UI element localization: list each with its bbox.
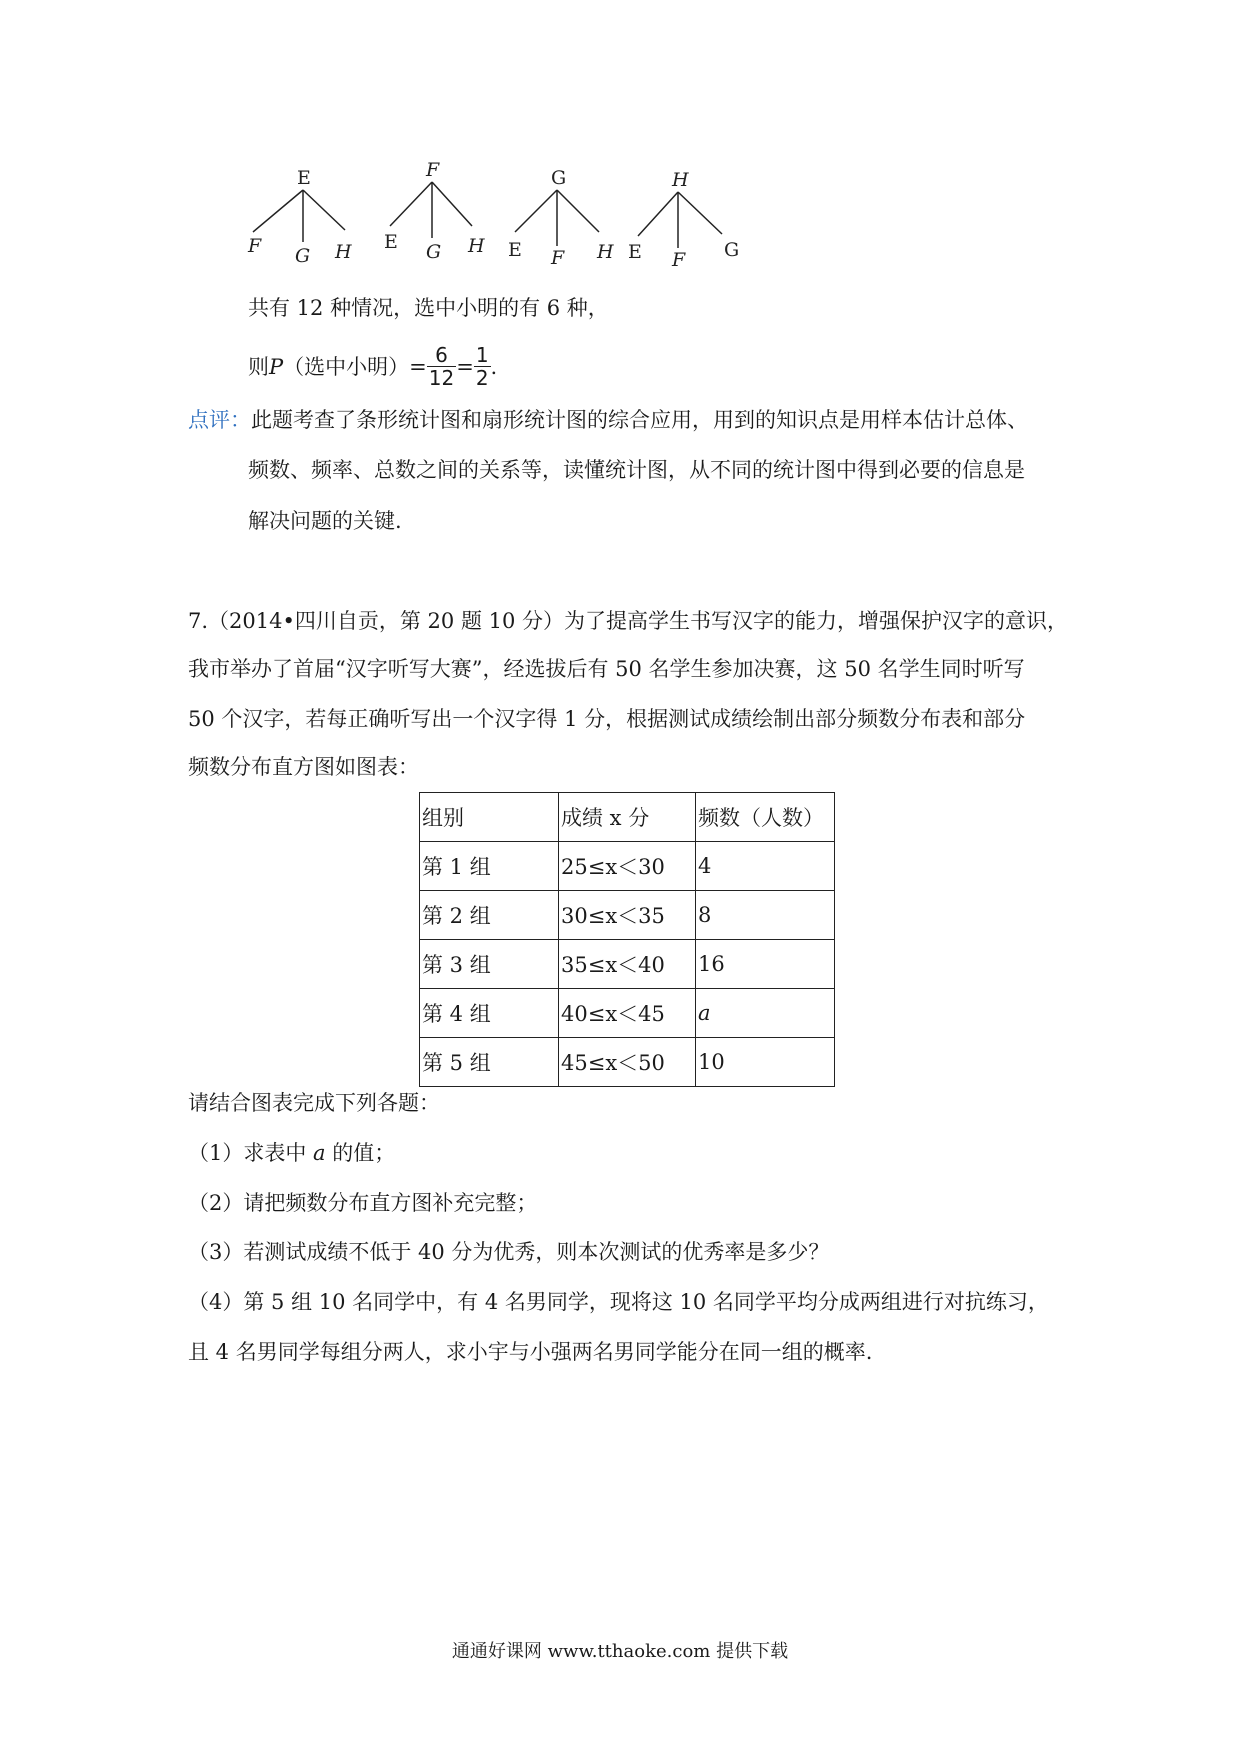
page-footer: 通通好课网 www.tthaoke.com 提供下载 [451, 1641, 789, 1662]
fraction-1-denominator: 12 [428, 366, 455, 390]
table-cell-group: 第 4 组 [420, 989, 559, 1038]
table-row [420, 842, 835, 891]
table-header-row [420, 793, 835, 842]
tree-1-svg [245, 160, 365, 270]
question-1-variable: a [313, 1141, 326, 1165]
solution-line-2 [248, 344, 497, 389]
frequency-table [419, 792, 835, 1087]
table-cell-range: 30≤x＜35 [559, 891, 696, 940]
tree-3-child-2: F [551, 247, 565, 269]
solution-line-1: 共有 12 种情况，选中小明的有 6 种， [248, 296, 609, 320]
fraction-6-12 [427, 344, 456, 389]
table-cell-frequency: 8 [696, 891, 835, 940]
table-row [420, 940, 835, 989]
review-text-1: 此题考查了条形统计图和扇形统计图的综合应用，用到的知识点是用样本估计总体、 [251, 408, 1028, 432]
table-cell-range: 25≤x＜30 [559, 842, 696, 891]
table-cell-range: 40≤x＜45 [559, 989, 696, 1038]
tree-2-root: F [426, 159, 440, 181]
problem-line-2: 我市举办了首届“汉字听写大赛”，经选拔后有 50 名学生参加决赛，这 50 名学生同时听写 [188, 657, 1025, 681]
tree-4-child-2: F [672, 249, 686, 271]
tree-diagram-2 [380, 160, 500, 274]
table-cell-group: 第 1 组 [420, 842, 559, 891]
tree-1-root: E [297, 167, 311, 189]
tree-3-root: G [551, 167, 567, 189]
table-cell-group: 第 3 组 [420, 940, 559, 989]
tree-diagram-1 [245, 160, 365, 274]
solution-end: . [490, 354, 498, 379]
solution-mid: （选中小明）= [283, 354, 427, 379]
tree-1-child-1: F [248, 235, 262, 257]
question-1 [188, 1138, 395, 1168]
fraction-2-denominator: 2 [475, 366, 489, 390]
tree-diagram-4 [626, 160, 756, 274]
table-cell-frequency: 16 [696, 940, 835, 989]
question-4-line-1: （4）第 5 组 10 名同学中，有 4 名男同学，现将这 10 名同学平均分成两组进行对抗练习， [188, 1290, 1049, 1314]
tree-3-child-3: H [597, 241, 614, 263]
review-line-1 [188, 405, 1028, 435]
table-row [420, 989, 835, 1038]
header-group: 组别 [420, 793, 559, 842]
tree-4-root: H [672, 169, 689, 191]
tree-4-svg [626, 160, 756, 270]
tree-diagram-3 [503, 160, 623, 274]
review-line-2: 频数、频率、总数之间的关系等，读懂统计图，从不同的统计图中得到必要的信息是 [248, 458, 1025, 482]
solution-equals: = [456, 354, 474, 379]
table-cell-range: 45≤x＜50 [559, 1038, 696, 1087]
fraction-1-numerator: 6 [427, 344, 456, 367]
tree-4-child-1: E [628, 241, 642, 263]
problem-line-4: 频数分布直方图如图表： [188, 755, 419, 779]
question-4-line-2: 且 4 名男同学每组分两人，求小宇与小强两名男同学能分在同一组的概率. [188, 1340, 873, 1364]
tree-4-child-3: G [724, 239, 740, 261]
header-score: 成绩 x 分 [559, 793, 696, 842]
tree-2-svg [380, 160, 500, 270]
table-cell-range: 35≤x＜40 [559, 940, 696, 989]
table-cell-group: 第 5 组 [420, 1038, 559, 1087]
header-frequency: 频数（人数） [696, 793, 835, 842]
table-row [420, 891, 835, 940]
tree-2-child-1: E [384, 231, 398, 253]
tree-3-child-1: E [508, 239, 522, 261]
question-1-suffix: 的值； [325, 1141, 396, 1165]
table-row [420, 1038, 835, 1087]
fraction-2-numerator: 1 [475, 343, 489, 367]
fraction-1-2 [474, 344, 491, 389]
probability-symbol: P [269, 354, 284, 379]
review-label: 点评： [188, 408, 251, 432]
tree-3-svg [503, 160, 623, 270]
tree-1-child-3: H [335, 241, 352, 263]
review-line-3: 解决问题的关键. [248, 509, 402, 533]
table-cell-frequency: 10 [696, 1038, 835, 1087]
question-3: （3）若测试成绩不低于 40 分为优秀，则本次测试的优秀率是多少？ [188, 1240, 830, 1264]
questions-intro: 请结合图表完成下列各题： [188, 1091, 440, 1115]
tree-2-child-3: H [468, 235, 485, 257]
table-cell-frequency: a [696, 989, 835, 1038]
table-cell-group: 第 2 组 [420, 891, 559, 940]
problem-line-1: 7.（2014•四川自贡，第 20 题 10 分）为了提高学生书写汉字的能力，增强保护汉字的意识， [188, 609, 1069, 633]
question-2: （2）请把频数分布直方图补充完整； [188, 1191, 538, 1215]
solution-prefix: 则 [248, 354, 269, 379]
problem-line-3: 50 个汉字，若每正确听写出一个汉字得 1 分，根据测试成绩绘制出部分频数分布表和部分 [188, 707, 1026, 731]
tree-2-child-2: G [426, 241, 442, 263]
tree-1-child-2: G [295, 245, 311, 267]
table-cell-frequency: 4 [696, 842, 835, 891]
question-1-prefix: （1）求表中 [188, 1141, 314, 1165]
